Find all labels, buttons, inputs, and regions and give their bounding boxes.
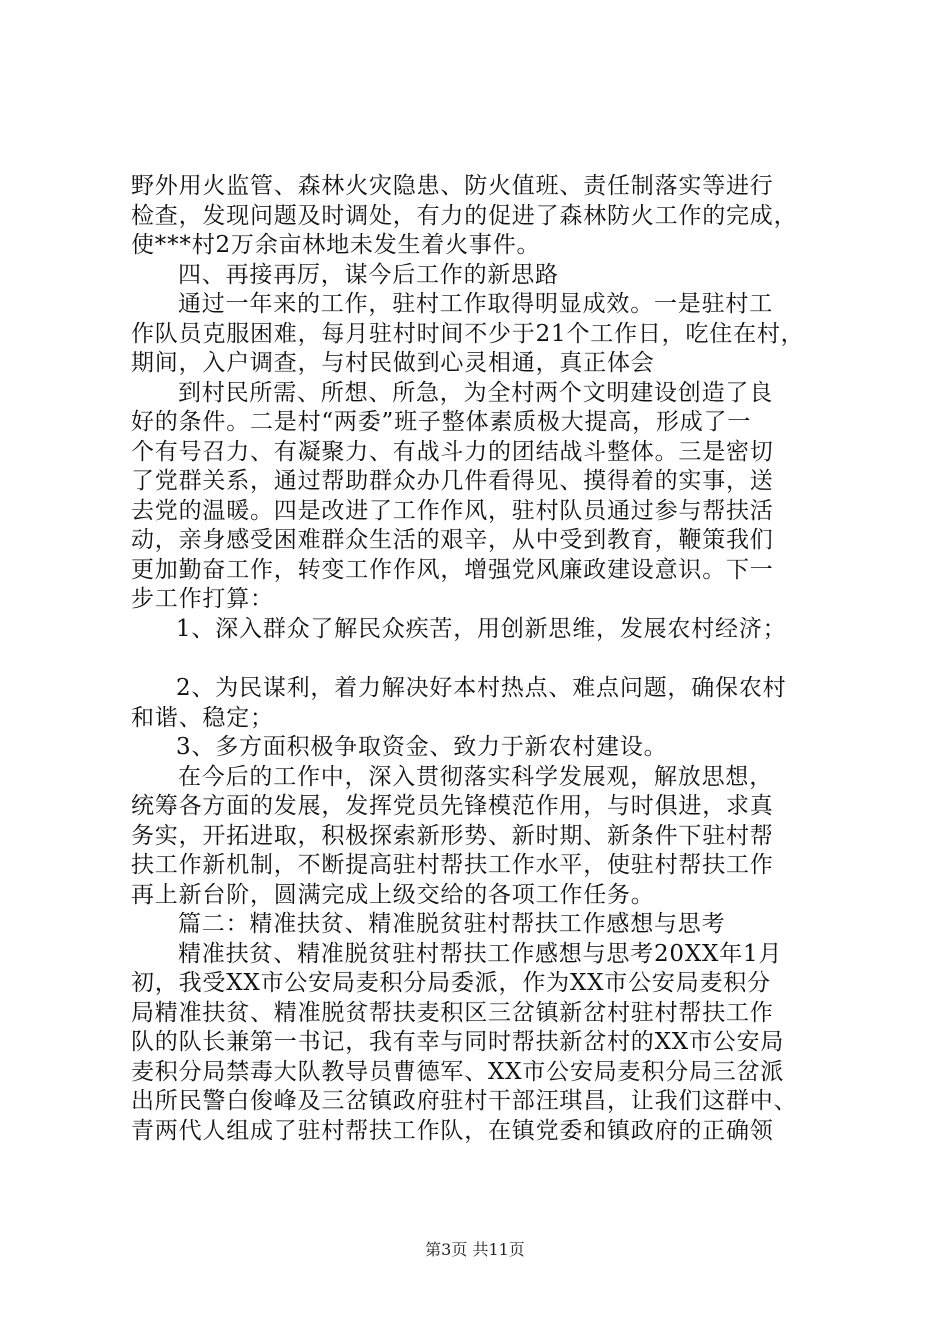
- text-line: 步工作打算：: [131, 586, 274, 612]
- text-line: 期间，入户调查，与村民做到心灵相通，真正体会: [131, 350, 655, 376]
- text-line: 局精准扶贫、精准脱贫帮扶麦积区三岔镇新岔村驻村帮扶工作: [131, 999, 774, 1026]
- text-line: 和谐、稳定；: [131, 704, 274, 731]
- text-line: 出所民警白俊峰及三岔镇政府驻村干部汪琪昌，让我们这群中、: [131, 1088, 798, 1114]
- text-line: 野外用火监管、森林火灾隐患、防火值班、责任制落实等进行: [131, 173, 774, 199]
- text-line: 动，亲身感受困难群众生活的艰辛，从中受到教育，鞭策我们: [131, 527, 774, 553]
- text-line: 务实，开拓进取，积极探索新形势、新时期、新条件下驻村帮: [131, 822, 774, 849]
- text-line: 了党群关系，通过帮助群众办几件看得见、摸得着的实事，送: [131, 468, 774, 494]
- text-line: 在今后的工作中，深入贯彻落实科学发展观，解放思想，: [178, 763, 773, 790]
- text-line: 个有号召力、有凝聚力、有战斗力的团结战斗整体。三是密切: [131, 438, 774, 465]
- text-line: 扶工作新机制，不断提高驻村帮扶工作水平，使驻村帮扶工作: [131, 852, 774, 878]
- page-number-footer: 第3页 共11页: [425, 1240, 525, 1259]
- text-line: 通过一年来的工作，驻村工作取得明显成效。一是驻村工: [178, 291, 773, 317]
- text-line: 更加勤奋工作，转变工作作风，增强党风廉政建设意识。下一: [131, 556, 774, 583]
- document-body: [131, 172, 831, 1146]
- section-heading: 四、再接再厉，谋今后工作的新思路: [178, 261, 559, 288]
- list-item: 2、为民谋利，着力解决好本村热点、难点问题，确保农村: [176, 675, 787, 701]
- text-line: 精准扶贫、精准脱贫驻村帮扶工作感想与思考20XX年1月: [178, 940, 783, 967]
- text-line: 再上新台阶，圆满完成上级交给的各项工作任务。: [131, 881, 655, 908]
- text-line: 好的条件。二是村“两委”班子整体素质极大提高，形成了一: [131, 409, 752, 435]
- text-line: 青两代人组成了驻村帮扶工作队，在镇党委和镇政府的正确领: [131, 1117, 774, 1144]
- list-item: 3、多方面积极争取资金、致力于新农村建设。: [176, 734, 668, 760]
- text-line: 统筹各方面的发展，发挥党员先锋模范作用，与时俱进，求真: [131, 793, 774, 819]
- text-line: 去党的温暖。四是改进了工作作风，驻村队员通过参与帮扶活: [131, 497, 774, 524]
- text-line: 麦积分局禁毒大队教导员曹德军、XX市公安局麦积分局三岔派: [131, 1058, 785, 1085]
- section-heading: 篇二：精准扶贫、精准脱贫驻村帮扶工作感想与思考: [178, 911, 726, 937]
- text-line: 队的队长兼第一书记，我有幸与同时帮扶新岔村的XX市公安局: [131, 1029, 785, 1055]
- text-line: 到村民所需、所想、所急，为全村两个文明建设创造了良: [178, 379, 773, 406]
- text-line: 初，我受XX市公安局麦积分局委派，作为XX市公安局麦积分: [131, 970, 771, 996]
- text-line: 检查，发现问题及时调处，有力的促进了森林防火工作的完成，: [131, 202, 798, 229]
- paragraph-gap: [131, 644, 831, 674]
- text-line: 作队员克服困难，每月驻村时间不少于21个工作日，吃住在村，: [131, 320, 805, 347]
- text-line: 使***村2万余亩林地未发生着火事件。: [131, 232, 541, 258]
- list-item: 1、深入群众了解民众疾苦，用创新思维，发展农村经济；: [176, 615, 787, 642]
